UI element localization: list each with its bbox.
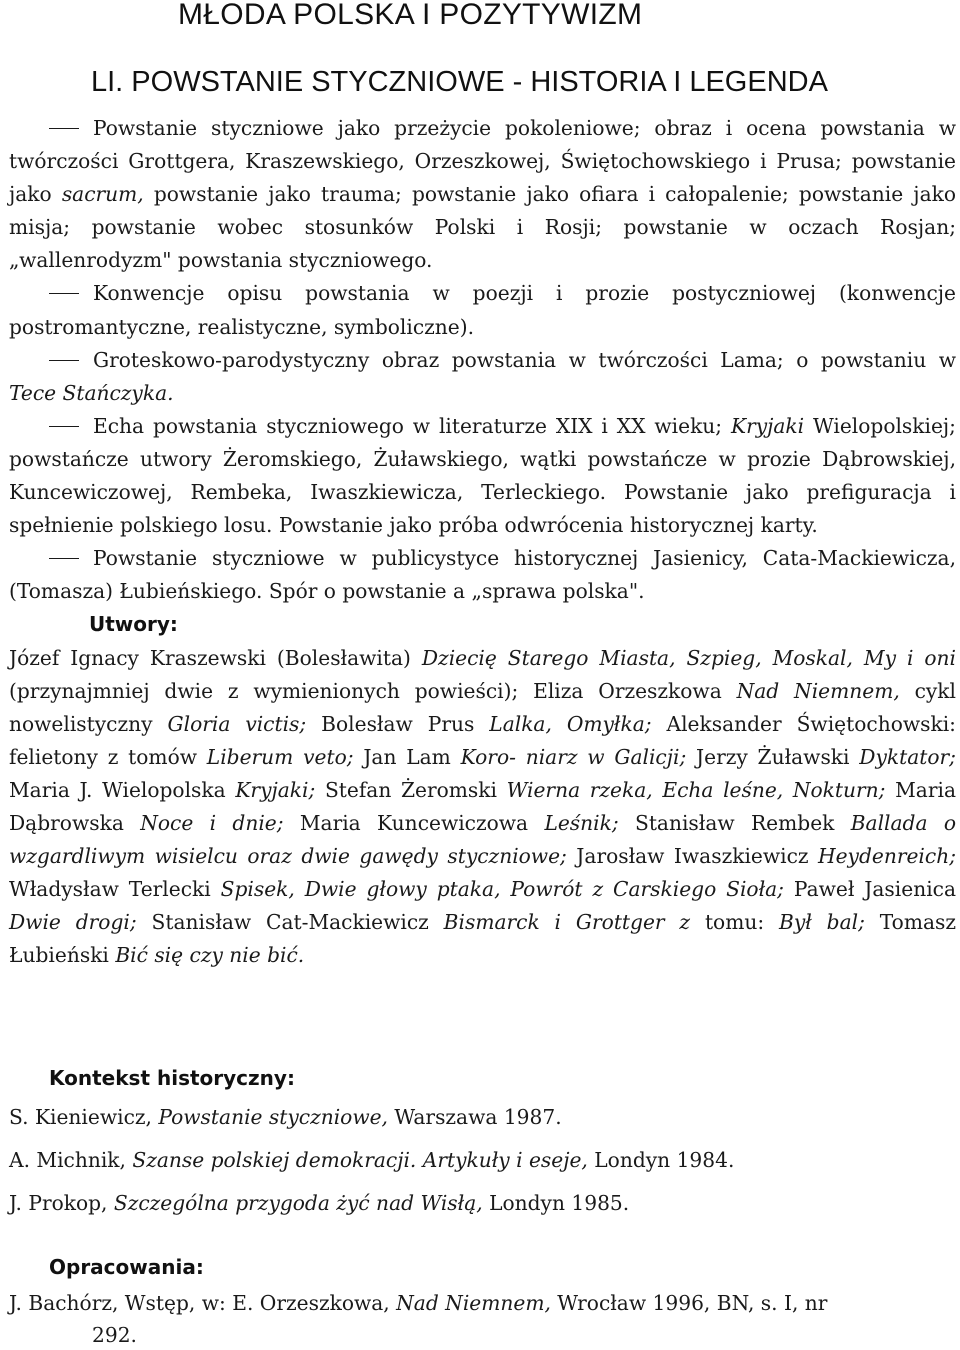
italic-term: sacrum, bbox=[61, 182, 144, 207]
text-run: Maria Dąbrowska bbox=[9, 777, 956, 835]
italic-title: Spisek, Dwie głowy ptaka, Powrót z Carskiego Sioła; bbox=[220, 877, 784, 902]
italic-title: Dwie drogi; bbox=[9, 910, 137, 935]
ref-author: J. Bachórz, Wstęp, w: E. Orzeszkowa, bbox=[9, 1291, 397, 1315]
kontekst-heading: Kontekst historyczny: bbox=[49, 1066, 295, 1090]
intro-paragraph-3 bbox=[9, 344, 956, 410]
ref-title: Nad Niemnem, bbox=[396, 1291, 551, 1315]
italic-title: Tece Stańczyka. bbox=[9, 380, 174, 405]
italic-title: Dziecię Starego Miasta, Szpieg, Moskal, My i oni bbox=[421, 645, 956, 670]
ref-title: Powstanie styczniowe, bbox=[158, 1105, 388, 1129]
italic-title: Koro- niarz w Galicji; bbox=[460, 744, 687, 769]
italic-title: Gloria victis; bbox=[167, 711, 307, 736]
ref-author: J. Prokop, bbox=[9, 1191, 114, 1215]
text-run: Tomasz Łubieński bbox=[9, 910, 956, 968]
italic-title: Bismarck i Grottger z bbox=[443, 910, 691, 935]
opracowania-heading: Opracowania: bbox=[49, 1255, 204, 1279]
text-run: Maria Kuncewiczowa bbox=[283, 810, 545, 835]
reference-entry bbox=[9, 1190, 956, 1216]
italic-title: Nad Niemnem, bbox=[736, 678, 900, 703]
text-run: Stanisław Cat-Mackiewicz bbox=[136, 910, 444, 935]
lecture-title: LI. POWSTANIE STYCZNIOWE - HISTORIA I LEGENDA bbox=[91, 66, 828, 98]
italic-title: Bić się czy nie bić. bbox=[115, 943, 305, 968]
ref-publication: Warszawa 1987. bbox=[387, 1105, 562, 1129]
text-run: Groteskowo-parodystyczny obraz powstania w twórczości Lama; o powstaniu w bbox=[93, 347, 956, 372]
text-run: Maria J. Wielopolska bbox=[9, 777, 236, 802]
text-run: tomu: bbox=[690, 910, 780, 935]
italic-title: Kryjaki bbox=[730, 413, 805, 438]
ref-title: Szanse polskiej demokracji. Artykuły i eseje, bbox=[132, 1148, 588, 1172]
text-run: Jerzy Żuławski bbox=[686, 744, 860, 769]
kontekst-section bbox=[9, 1066, 956, 1233]
ref-publication: Wrocław 1996, BN, s. I, nr bbox=[550, 1291, 828, 1315]
ref-author: S. Kieniewicz, bbox=[9, 1105, 159, 1129]
text-run: Wielopolskiej; powstańcze utwory Żeromskiego, Żuławskiego, wątki powstańcze w prozie Dąbrowskiej, Kuncewiczowej, Rembeka, Iwaszkiewicza, Terleckiego. Powstanie jako prefiguracja i spełnienie polskiego losu. Powstanie jako próba odwrócenia historycznej karty. bbox=[9, 413, 956, 538]
text-run: (przynajmniej dwie z wymienionych powieści); Eliza Orzeszkowa bbox=[9, 678, 737, 703]
ref-author: A. Michnik, bbox=[9, 1148, 133, 1172]
opracowania-section bbox=[9, 1255, 956, 1350]
ref-title: Szczególna przygoda żyć nad Wisłą, bbox=[113, 1191, 483, 1215]
ref-publication: Londyn 1984. bbox=[587, 1148, 735, 1172]
em-dash-marker bbox=[49, 426, 79, 427]
intro-paragraph-4 bbox=[9, 410, 956, 542]
text-run: Jan Lam bbox=[353, 744, 461, 769]
italic-title: Heydenreich; bbox=[818, 844, 956, 869]
text-run: cykl nowelistyczny bbox=[9, 678, 956, 736]
text-run: Stanisław Rembek bbox=[618, 810, 851, 835]
main-text bbox=[9, 112, 956, 972]
utwory-list bbox=[9, 642, 956, 973]
em-dash-marker bbox=[49, 360, 79, 361]
em-dash-marker bbox=[49, 128, 79, 129]
utwory-heading: Utwory: bbox=[89, 612, 178, 637]
intro-paragraph-2 bbox=[9, 277, 956, 343]
italic-title: Liberum veto; bbox=[206, 744, 354, 769]
italic-title: Noce i dnie; bbox=[140, 810, 284, 835]
reference-entry bbox=[9, 1287, 956, 1320]
text-run: Bolesław Prus bbox=[306, 711, 490, 736]
reference-continuation: 292. bbox=[92, 1323, 137, 1347]
italic-title: Kryjaki; bbox=[235, 777, 316, 802]
text-run: Władysław Terlecki bbox=[9, 877, 221, 902]
reference-entry bbox=[9, 1147, 956, 1173]
text-run: Konwencje opisu powstania w poezji i prozie postyczniowej (konwencje postromantyczne, realistyczne, symboliczne). bbox=[9, 281, 956, 339]
text-run: Paweł Jasienica bbox=[783, 877, 956, 902]
text-run: Powstanie styczniowe jako przeżycie pokoleniowe; obraz i ocena powstania w twórczości Grottgera, Kraszewskiego, Orzeszkowej, Świętochowskiego i Prusa; powstanie jako bbox=[9, 116, 956, 207]
italic-title: Ballada o wzgardliwym wisielcu oraz dwie gawędy styczniowe; bbox=[9, 810, 956, 869]
text-run: powstanie jako trauma; powstanie jako ofiara i całopalenie; powstanie jako misja; powstanie wobec stosunków Polski i Rosji; powstanie w oczach Rosjan; „wallenrodyzm" powstania styczniowego. bbox=[9, 182, 956, 273]
italic-title: Dyktator; bbox=[859, 744, 956, 769]
text-run: Echa powstania styczniowego w literaturze XIX i XX wieku; bbox=[93, 413, 731, 438]
text-run: Jarosław Iwaszkiewicz bbox=[566, 844, 818, 869]
italic-title: Wierna rzeka, Echa leśne, Nokturn; bbox=[506, 777, 886, 802]
italic-title: Lalka, Omyłka; bbox=[489, 711, 652, 736]
intro-paragraph-1 bbox=[9, 112, 956, 277]
text-run: Józef Ignacy Kraszewski (Bolesławita) bbox=[9, 645, 422, 670]
reference-entry bbox=[9, 1104, 956, 1130]
page-title: MŁODA POLSKA I POZYTYWIZM bbox=[178, 0, 643, 31]
text-run: Powstanie styczniowe w publicystyce historycznej Jasienicy, Cata-Mackiewicza, (Tomasza) Łubieńskiego. Spór o powstanie a „sprawa polska". bbox=[9, 546, 956, 604]
em-dash-marker bbox=[49, 293, 79, 294]
text-run: Stefan Żeromski bbox=[315, 777, 507, 802]
italic-title: Był bal; bbox=[779, 910, 865, 935]
em-dash-marker bbox=[49, 558, 79, 559]
ref-publication: Londyn 1985. bbox=[482, 1191, 630, 1215]
italic-title: Leśnik; bbox=[544, 810, 619, 835]
intro-paragraph-5 bbox=[9, 542, 956, 608]
text-run: Aleksander Świętochowski: felietony z tomów bbox=[9, 711, 956, 769]
